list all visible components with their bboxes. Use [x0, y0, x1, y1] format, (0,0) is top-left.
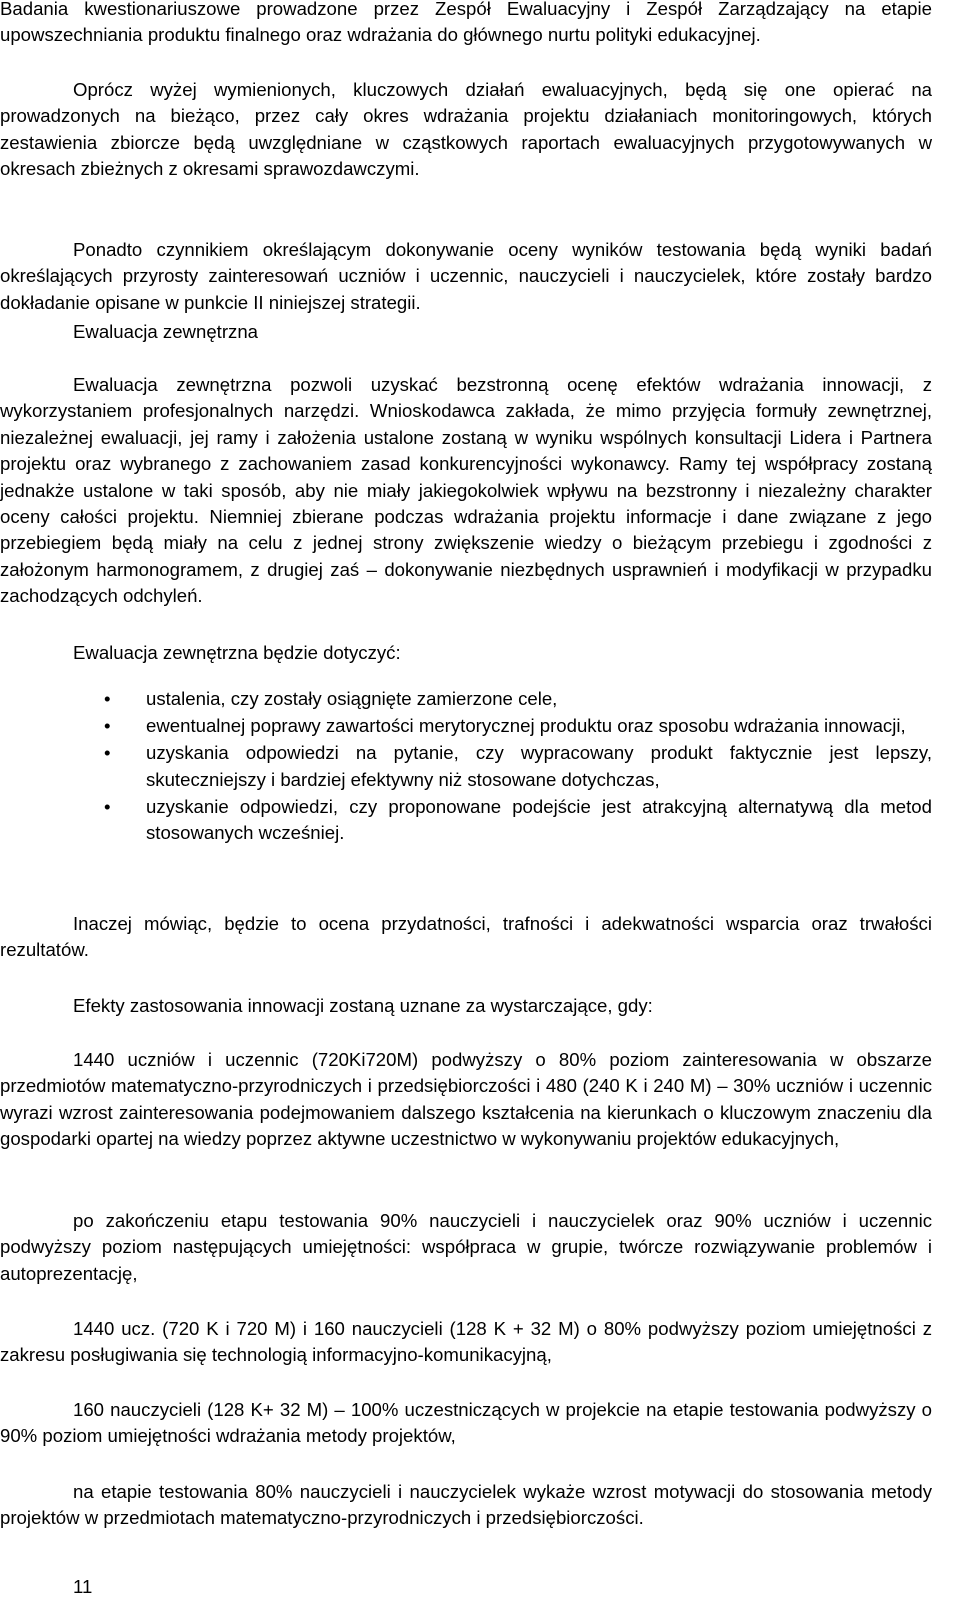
paragraph-interest-growth: Ponadto czynnikiem określającym dokonywanie oceny wyników testowania będą wyniki badań określających przyrosty zainteresowań uczniów i uczennic, nauczycieli i nauczycielek, które zostały bardzo dokładanie opisane w punkcie II niniejszej strategii. — [0, 239, 932, 313]
list-item-text: ustalenia, czy zostały osiągnięte zamierzone cele, — [146, 688, 558, 709]
paragraph-criterion-teachers-project-method: 160 nauczycieli (128 K+ 32 M) – 100% uczestniczących w projekcie na etapie testowania podwyższy o 90% poziom umiejętności wdrażania metody projektów, — [0, 1399, 932, 1447]
heading-evaluation-concerns: Ewaluacja zewnętrzna będzie dotyczyć: — [73, 642, 401, 663]
paragraph-criterion-students-interest: 1440 uczniów i uczennic (720Ki720M) podwyższy o 80% poziom zainteresowania w obszarze przedmiotów matematyczno-przyrodniczych i przedsiębiorczości i 480 (240 K i 240 M) – 30% uczniów i uczennic wyrazi wzrost zainteresowania podejmowaniem dalszego kształcenia na kierunkach o kluczowym znaczeniu dla gospodarki opartej na wiedzy poprzez aktywne uczestnictwo w wykonywaniu projektów edukacyjnych, — [0, 1049, 932, 1150]
paragraph-questionnaire-research: Badania kwestionariuszowe prowadzone przez Zespół Ewaluacyjny i Zespół Zarządzający na etapie upowszechniania produktu finalnego oraz wdrażania do głównego nurtu polityki edukacyjnej. — [0, 0, 932, 46]
paragraph-in-other-words: Inaczej mówiąc, będzie to ocena przydatności, trafności i adekwatności wsparcia oraz trwałości rezultatów. — [0, 913, 932, 961]
list-item-text: uzyskanie odpowiedzi, czy proponowane podejście jest atrakcyjną alternatywą dla metod stosowanych wcześniej. — [146, 795, 932, 844]
list-item — [0, 686, 932, 712]
heading-external-evaluation: Ewaluacja zewnętrzna — [73, 321, 259, 342]
bullet-icon: • — [104, 715, 111, 737]
evaluation-scope-list — [0, 686, 932, 847]
bullet-icon: • — [104, 795, 111, 817]
paragraph-criterion-ict: 1440 ucz. (720 K i 720 M) i 160 nauczycieli (128 K + 32 M) o 80% podwyższy poziom umiejętności z zakresu posługiwania się technologią informacyjno-komunikacyjną, — [0, 1318, 932, 1366]
list-item-text: ewentualnej poprawy zawartości merytorycznej produktu oraz sposobu wdrażania innowacji, — [146, 715, 906, 737]
list-item — [0, 794, 932, 847]
paragraph-external-evaluation: Ewaluacja zewnętrzna pozwoli uzyskać bezstronną ocenę efektów wdrażania innowacji, z wykorzystaniem profesjonalnych narzędzi. Wnioskodawca zakłada, że mimo przyjęcia formuły zewnętrznej, niezależnej ewaluacji, jej ramy i założenia ustalone zostaną w wyniku wspólnych konsultacji Lidera i Partnera projektu oraz wybranego z zachowaniem zasad konkurencyjności wykonawcy. Ramy tej współpracy zostaną jednakże ustalone w taki sposób, aby nie miały jakiegokolwiek wpływu na bezstronny i niezależny charakter oceny całości projektu. Niemniej zbierane podczas wdrażania projektu informacje i dane związane z jego przebiegiem będą miały na celu z jednej strony zwiększenie wiedzy o bieżącym przebiegu i zgodności z założonym harmonogramem, z drugiej zaś – dokonywanie niezbędnych usprawnień i modyfikacji w przypadku zachodzących odchyleń. — [0, 374, 932, 607]
list-item-text: uzyskania odpowiedzi na pytanie, czy wypracowany produkt faktycznie jest lepszy, skuteczniejszy i bardziej efektywny niż stosowane dotychczas, — [146, 742, 932, 790]
heading-effects-criteria: Efekty zastosowania innowacji zostaną uznane za wystarczające, gdy: — [73, 995, 653, 1016]
page-number: 11 — [73, 1576, 93, 1597]
bullet-icon: • — [104, 688, 111, 709]
list-item — [0, 713, 932, 739]
list-item — [0, 740, 932, 793]
paragraph-criterion-skills: po zakończeniu etapu testowania 90% nauczycieli i nauczycielek oraz 90% uczniów i uczennic podwyższy poziom następujących umiejętności: współpraca w grupie, twórcze rozwiązywanie problemów i autoprezentację, — [0, 1210, 932, 1284]
paragraph-monitoring-activities: Oprócz wyżej wymienionych, kluczowych działań ewaluacyjnych, będą się one opierać na prowadzonych na bieżąco, przez cały okres wdrażania projektu działaniach monitoringowych, których zestawienia zbiorcze będą uwzględniane w cząstkowych raportach ewaluacyjnych przygotowywanych w okresach zbieżnych z okresami sprawozdawczymi. — [0, 79, 932, 180]
bullet-icon: • — [104, 742, 111, 764]
paragraph-criterion-motivation: na etapie testowania 80% nauczycieli i nauczycielek wykaże wzrost motywacji do stosowania metody projektów w przedmiotach matematyczno-przyrodniczych i przedsiębiorczości. — [0, 1481, 932, 1529]
